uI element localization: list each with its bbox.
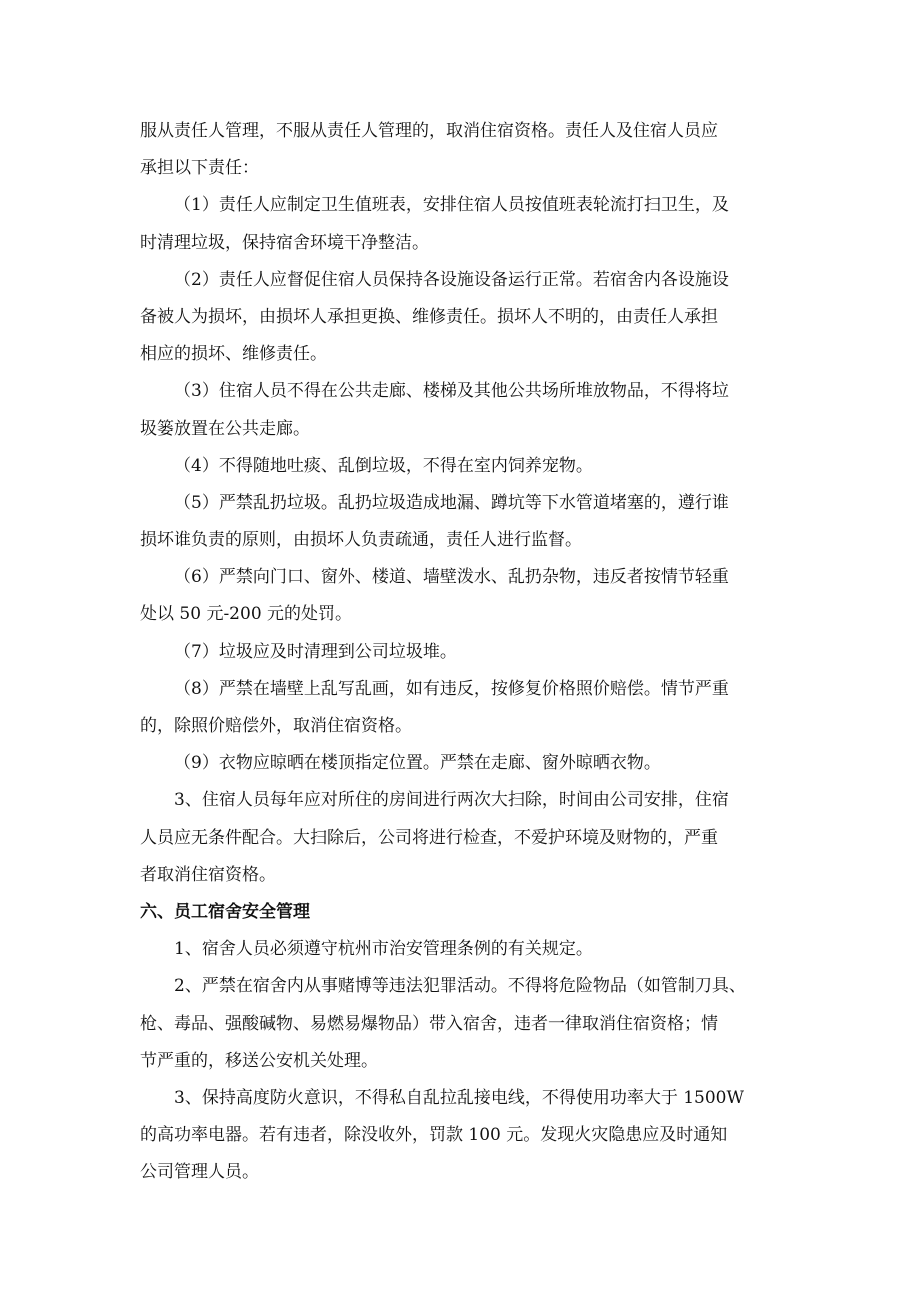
paragraph-line: （8）严禁在墙壁上乱写乱画，如有违反，按修复价格照价赔偿。情节严重 (174, 678, 729, 699)
section-heading (140, 894, 790, 931)
paragraph-line: （5）严禁乱扔垃圾。乱扔垃圾造成地漏、蹲坑等下水管道堵塞的，遵行谁 (174, 492, 729, 513)
paragraph-line: 枪、毒品、强酸碱物、易燃易爆物品）带入宿舍，违者一律取消住宿资格；情 (140, 1013, 718, 1034)
paragraph-line: 3、住宿人员每年应对所住的房间进行两次大扫除，时间由公司安排，住宿 (174, 790, 729, 811)
paragraph (140, 448, 790, 485)
paragraph-line: 相应的损坏、维修责任。 (140, 344, 327, 365)
paragraph-line: （3）住宿人员不得在公共走廊、楼梯及其他公共场所堆放物品，不得将垃 (174, 381, 729, 402)
paragraph-line: 3、保持高度防火意识，不得私自乱拉乱接电线，不得使用功率大于 1500W (174, 1087, 744, 1108)
paragraph-line: （4）不得随地吐痰、乱倒垃圾，不得在室内饲养宠物。 (174, 455, 593, 476)
paragraph (140, 187, 790, 261)
paragraph-line: 者取消住宿资格。 (140, 864, 276, 885)
paragraph (140, 931, 790, 968)
paragraph-line: 2、严禁在宿舍内从事赌博等违法犯罪活动。不得将危险物品（如管制刀具、 (174, 976, 746, 997)
paragraph (140, 671, 790, 745)
paragraph (140, 113, 790, 187)
paragraph-line: 服从责任人管理，不服从责任人管理的，取消住宿资格。责任人及住宿人员应 (140, 121, 718, 141)
paragraph-line: （6）严禁向门口、窗外、楼道、墙壁泼水、乱扔杂物，违反者按情节轻重 (174, 567, 729, 588)
paragraph (140, 634, 790, 671)
paragraph (140, 782, 790, 894)
heading-text: 六、员工宿舍安全管理 (140, 901, 310, 922)
paragraph (140, 373, 790, 447)
paragraph-line: 1、宿舍人员必须遵守杭州市治安管理条例的有关规定。 (174, 939, 593, 960)
paragraph-line: 人员应无条件配合。大扫除后，公司将进行检查，不爱护环境及财物的，严重 (140, 827, 718, 848)
paragraph-line: 的高功率电器。若有违者，除没收外，罚款 100 元。发现火灾隐患应及时通知 (140, 1125, 728, 1146)
paragraph-line: 承担以下责任： (140, 158, 259, 179)
paragraph-line: （2）责任人应督促住宿人员保持各设施设备运行正常。若宿舍内各设施设 (174, 269, 729, 290)
paragraph (140, 745, 790, 782)
paragraph-line: 节严重的，移送公安机关处理。 (140, 1050, 378, 1071)
paragraph-line: 圾篓放置在公共走廊。 (140, 418, 310, 439)
paragraph (140, 1080, 790, 1192)
paragraph-line: 备被人为损坏，由损坏人承担更换、维修责任。损坏人不明的，由责任人承担 (140, 306, 718, 327)
paragraph-line: 损坏谁负责的原则，由损坏人负责疏通，责任人进行监督。 (140, 530, 582, 551)
paragraph-line: 处以 50 元-200 元的处罚。 (140, 604, 353, 625)
paragraph-line: （9）衣物应晾晒在楼顶指定位置。严禁在走廊、窗外晾晒衣物。 (174, 753, 661, 774)
paragraph (140, 485, 790, 559)
paragraph (140, 968, 790, 1080)
paragraph-line: （1）责任人应制定卫生值班表，安排住宿人员按值班表轮流打扫卫生，及 (174, 195, 729, 216)
document-body (140, 113, 790, 1191)
paragraph (140, 559, 790, 633)
paragraph-line: 的，除照价赔偿外，取消住宿资格。 (140, 716, 412, 736)
paragraph-line: 公司管理人员。 (140, 1162, 259, 1183)
paragraph-line: 时清理垃圾，保持宿舍环境干净整洁。 (140, 232, 429, 253)
paragraph-line: （7）垃圾应及时清理到公司垃圾堆。 (174, 641, 457, 662)
paragraph (140, 262, 790, 374)
